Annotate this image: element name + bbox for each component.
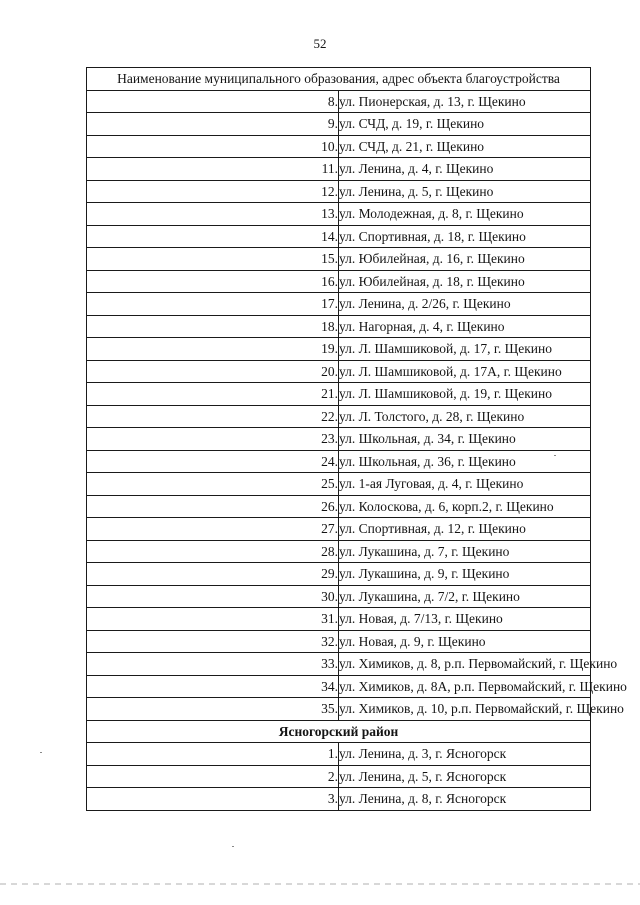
row-number: 30. (87, 585, 339, 608)
row-number: 13. (87, 203, 339, 226)
table-row (87, 158, 591, 181)
row-number: 23. (87, 428, 339, 451)
scan-speck (40, 752, 42, 753)
row-address: ул. Ленина, д. 2/26, г. Щекино (339, 293, 591, 316)
table-row (87, 518, 591, 541)
row-number: 21. (87, 383, 339, 406)
table-header: Наименование муниципального образования, адрес объекта благоустройства (87, 68, 591, 91)
row-address: ул. Лукашина, д. 9, г. Щекино (339, 563, 591, 586)
row-address: ул. Юбилейная, д. 16, г. Щекино (339, 248, 591, 271)
table-row (87, 495, 591, 518)
row-address: ул. Химиков, д. 10, р.п. Первомайский, г. Щекино (339, 698, 591, 721)
row-number: 18. (87, 315, 339, 338)
table-row (87, 225, 591, 248)
table-row (87, 563, 591, 586)
table-row (87, 113, 591, 136)
row-address: ул. Л. Толстого, д. 28, г. Щекино (339, 405, 591, 428)
row-number: 22. (87, 405, 339, 428)
row-number: 10. (87, 135, 339, 158)
row-address: ул. Л. Шамшиковой, д. 17А, г. Щекино (339, 360, 591, 383)
row-address: ул. Ленина, д. 5, г. Ясногорск (339, 765, 591, 788)
row-number: 3. (87, 788, 339, 811)
row-number: 17. (87, 293, 339, 316)
row-number: 14. (87, 225, 339, 248)
table-row (87, 203, 591, 226)
table-row (87, 270, 591, 293)
table-row (87, 315, 591, 338)
row-number: 35. (87, 698, 339, 721)
row-number: 24. (87, 450, 339, 473)
table-header-row (87, 68, 591, 91)
row-address: ул. Ленина, д. 3, г. Ясногорск (339, 743, 591, 766)
table-row (87, 180, 591, 203)
table-row (87, 675, 591, 698)
section-title: Ясногорский район (87, 720, 591, 743)
table-row (87, 90, 591, 113)
table-row (87, 293, 591, 316)
table-row (87, 338, 591, 361)
table-row (87, 450, 591, 473)
address-table-body (87, 68, 627, 811)
row-address: ул. СЧД, д. 21, г. Щекино (339, 135, 591, 158)
row-number: 28. (87, 540, 339, 563)
row-number: 19. (87, 338, 339, 361)
table-row (87, 360, 591, 383)
row-address: ул. Лукашина, д. 7/2, г. Щекино (339, 585, 591, 608)
table-row (87, 788, 591, 811)
row-address: ул. Спортивная, д. 18, г. Щекино (339, 225, 591, 248)
row-address: ул. Химиков, д. 8А, р.п. Первомайский, г. Щекино (339, 675, 591, 698)
row-number: 15. (87, 248, 339, 271)
row-number: 33. (87, 653, 339, 676)
section-row (87, 720, 591, 743)
row-number: 9. (87, 113, 339, 136)
row-number: 34. (87, 675, 339, 698)
table-row (87, 630, 591, 653)
row-address: ул. Л. Шамшиковой, д. 19, г. Щекино (339, 383, 591, 406)
table-row (87, 135, 591, 158)
row-address: ул. Школьная, д. 34, г. Щекино (339, 428, 591, 451)
row-address: ул. Новая, д. 9, г. Щекино (339, 630, 591, 653)
row-address: ул. Новая, д. 7/13, г. Щекино (339, 608, 591, 631)
row-number: 11. (87, 158, 339, 181)
row-address: ул. Лукашина, д. 7, г. Щекино (339, 540, 591, 563)
row-address: ул. Химиков, д. 8, р.п. Первомайский, г. Щекино (339, 653, 591, 676)
row-number: 8. (87, 90, 339, 113)
table-row (87, 540, 591, 563)
row-address: ул. Нагорная, д. 4, г. Щекино (339, 315, 591, 338)
row-number: 31. (87, 608, 339, 631)
row-address: ул. Колоскова, д. 6, корп.2, г. Щекино (339, 495, 591, 518)
row-number: 26. (87, 495, 339, 518)
table-row (87, 405, 591, 428)
row-number: 1. (87, 743, 339, 766)
address-table (86, 67, 627, 811)
table-row (87, 765, 591, 788)
row-number: 25. (87, 473, 339, 496)
row-address: ул. Школьная, д. 36, г. Щекино (339, 450, 591, 473)
table-row (87, 653, 591, 676)
table-row (87, 743, 591, 766)
row-address: ул. Ленина, д. 5, г. Щекино (339, 180, 591, 203)
scan-artifact-line (0, 883, 640, 885)
table-row (87, 585, 591, 608)
scan-speck (554, 455, 556, 456)
row-address: ул. Ленина, д. 4, г. Щекино (339, 158, 591, 181)
table-row (87, 698, 591, 721)
scan-speck (232, 846, 234, 847)
row-number: 32. (87, 630, 339, 653)
row-address: ул. Спортивная, д. 12, г. Щекино (339, 518, 591, 541)
row-address: ул. Юбилейная, д. 18, г. Щекино (339, 270, 591, 293)
row-number: 20. (87, 360, 339, 383)
row-address: ул. Молодежная, д. 8, г. Щекино (339, 203, 591, 226)
row-address: ул. Л. Шамшиковой, д. 17, г. Щекино (339, 338, 591, 361)
row-number: 12. (87, 180, 339, 203)
table-row (87, 608, 591, 631)
row-number: 2. (87, 765, 339, 788)
row-address: ул. Ленина, д. 8, г. Ясногорск (339, 788, 591, 811)
row-address: ул. Пионерская, д. 13, г. Щекино (339, 90, 591, 113)
table-row (87, 473, 591, 496)
table-row (87, 428, 591, 451)
row-number: 29. (87, 563, 339, 586)
table-row (87, 248, 591, 271)
row-address: ул. 1-ая Луговая, д. 4, г. Щекино (339, 473, 591, 496)
page-number: 52 (313, 36, 327, 51)
table-row (87, 383, 591, 406)
row-address: ул. СЧД, д. 19, г. Щекино (339, 113, 591, 136)
row-number: 16. (87, 270, 339, 293)
row-number: 27. (87, 518, 339, 541)
